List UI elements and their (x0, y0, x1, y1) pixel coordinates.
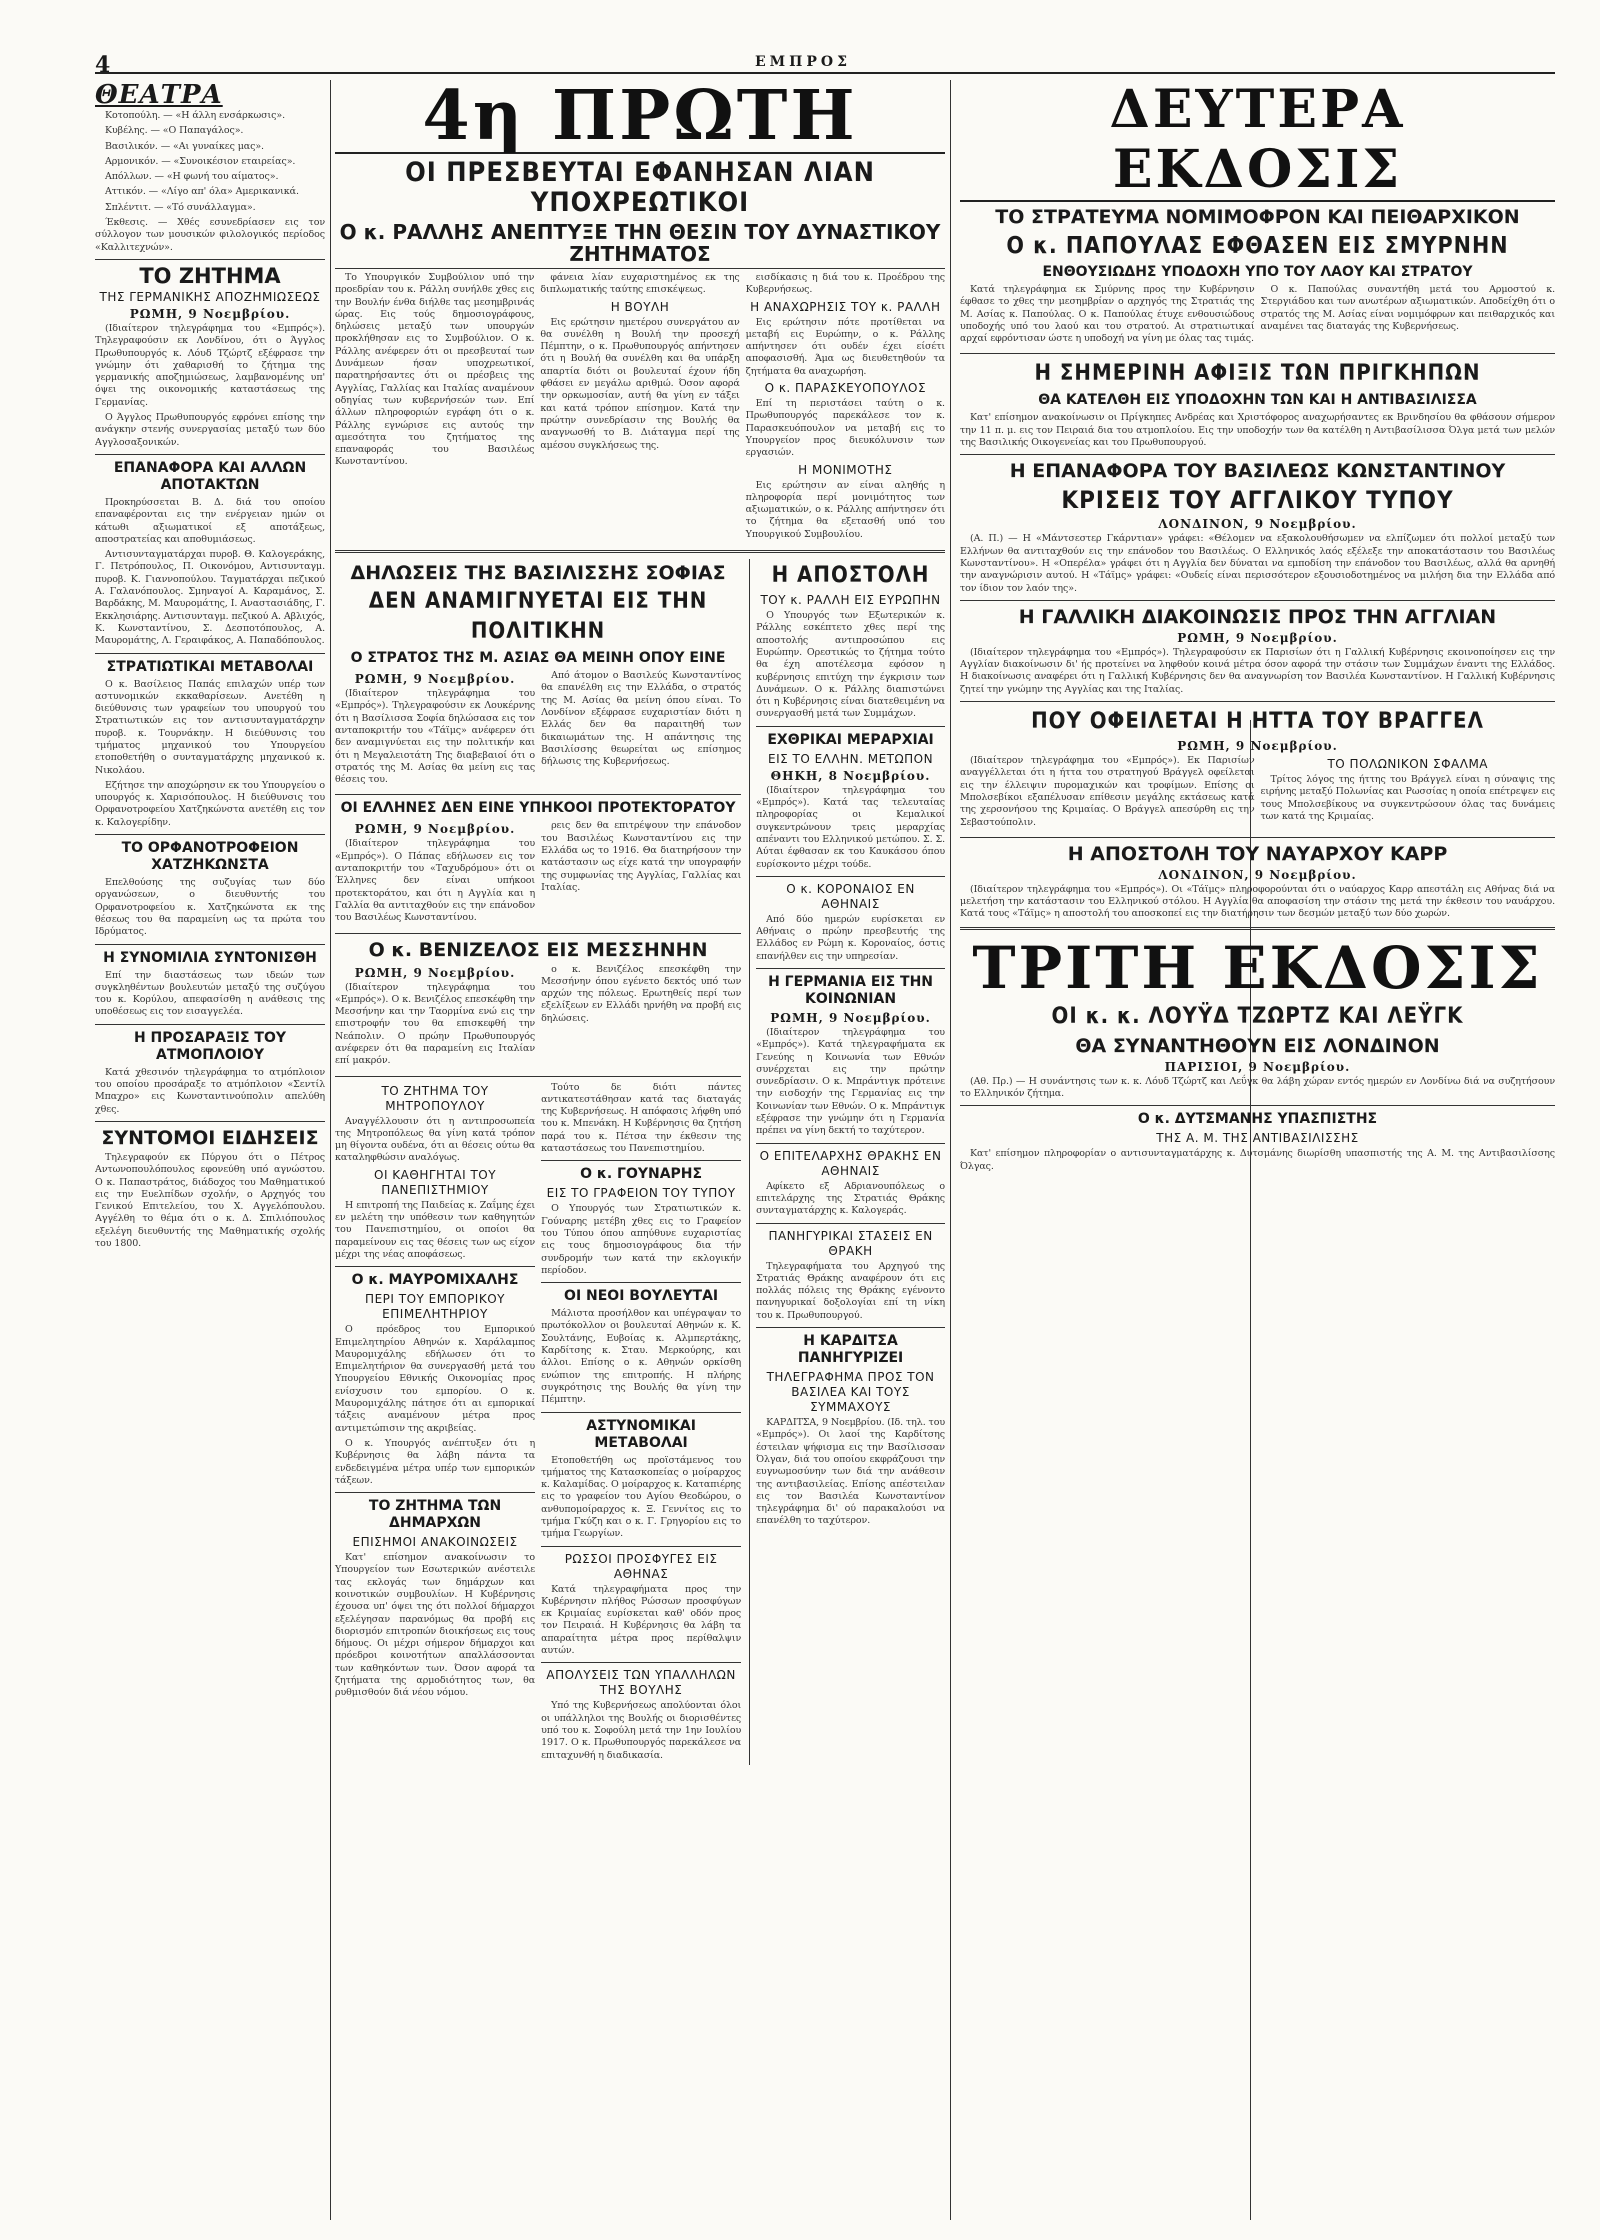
section-label: Η ΜΟΝΙΜΟΤΗΣ (798, 462, 893, 477)
divider (756, 876, 945, 877)
divider (335, 1076, 741, 1077)
section-label: Η ΒΟΥΛΗ (610, 299, 670, 314)
divider (960, 701, 1555, 702)
divider (95, 454, 325, 455)
article-text: Αναγγέλλουσιν ότι η αντιπροσωπεία της Μητροπόλεως θα γίνη κατά τρόπον μη θίγοντα ουδένα, ότι αι θέσεις ούτω θα καταληφθώσιν αναλόγως. (335, 1115, 536, 1164)
article-text: (Α. Π.) — Η «Μάντσεστερ Γκάρντιαν» γράφει: «Θέλομεν να εξακολουθήσωμεν να ελπίζωμεν ότι πολλοί μεταξύ των Ελλήνων θα αντιταχθούν εις την επάνοδον του Βασιλέως. Ο Ελληνικός λαός εξέλεξε την αποκατάστασιν του Βασιλέως Κωνσταντίνου». Η «Οπερέλα» γράφει ότι η Αγγλία δεν δύναται να εμποδίση την επάνοδον του Βασιλέως, αλλά θα αρνηθή την αναγνώρισιν αυτού. Η «Τάϊμς» γράφει: «Ουδείς είναι περισσότερον εξουσιοδοτημένος να μιλήση δια την Ελλάδα από τον ίδιον τον λαόν της». (960, 533, 1555, 594)
sofia-and-apostoli-row (335, 559, 945, 1765)
edition-title-deutera: ΔΕΥΤΕΡΑ ΕΚΔΟΣΙΣ (960, 80, 1555, 202)
article-text: Τούτο δε διότι πάντες αντικατεστάθησαν κατά τας διαταγάς της Κυβερνήσεως. Η απόφασις λήφθη υπό του κ. Μπενάκη. Η Κυβέρνησις θα ζητήση παρά του κ. Πέτσα την έκθεσιν της καταστάσεως του Πανεπιστημίου. (541, 1081, 742, 1155)
listing: Κυβέλης. — «Ο Παπαγάλος». (105, 125, 244, 137)
article-heading: ΑΣΤΥΝΟΜΙΚΑΙ ΜΕΤΑΒΟΛΑΙ (586, 1417, 696, 1451)
article-text: Προκηρύσσεται Β. Δ. διά του οποίου επαναφέρονται εις την ενέργειαν ημών οι κάτωθι αξιωματικοί εξ αποτάξεως, αποστρατείας και αποθυμιάσεως. (95, 496, 325, 545)
article-text: Εις ερώτησιν αν είναι αληθής η πληροφορία περί μονιμότητος των αξιωματικών, ο κ. Ράλλης απήντησεν ότι το ζήτημα θα εξετασθή υπό του Υπουργικού Συμβουλίου. (745, 479, 945, 540)
divider (335, 933, 741, 934)
article-heading: ΟΙ κ. κ. ΛΟΥΫΔ ΤΖΩΡΤΖ ΚΑΙ ΛΕΫΓΚ (1051, 1003, 1464, 1029)
column-three (749, 559, 945, 1765)
article-text: Ο πρόεδρος του Εμπορικού Επιμελητηρίου Αθηνών κ. Χαράλαμπος Μαυρομιχάλης εδήλωσεν ότι το Επιμελητήριον θα συνεργασθή μετά του Υπουργείου Εθνικής Οικονομίας προς ενίσχυσιν του εμπορίου. Ο κ. Μαυρομιχάλης πάτησε ότι αι εμπορικαί τάξεις αναμένουν μέτρα προς αντιμετώπισιν της ακριβείας. (335, 1324, 536, 1434)
dateline: ΡΩΜΗ, 9 Νοεμβρίου. (1177, 630, 1338, 645)
article-heading: ΟΙ ΝΕΟΙ ΒΟΥΛΕΥΤΑΙ (564, 1288, 719, 1305)
article-heading: ΟΙ ΕΛΛΗΝΕΣ ΔΕΝ ΕΙΝΕ ΥΠΗΚΟΟΙ ΠΡΟΤΕΚΤΟΡΑΤΟΥ (340, 800, 736, 817)
article-subheading: ΘΑ ΣΥΝΑΝΤΗΘΟΥΝ ΕΙΣ ΛΟΝΔΙΝΟΝ (1075, 1034, 1440, 1057)
article-heading: ΤΟ ΣΤΡΑΤΕΥΜΑ ΝΟΜΙΜΟΦΡΟΝ ΚΑΙ ΠΕΙΘΑΡΧΙΚΟΝ (995, 206, 1520, 228)
article-heading: Η ΣΥΝΟΜΙΛΙΑ ΣΥΝΤΟΝΙΣΘΗ (103, 949, 317, 966)
divider (960, 837, 1555, 838)
divider (335, 1492, 535, 1493)
column-theatres-news (95, 80, 325, 2220)
divider (541, 1412, 741, 1413)
article-subheading: ΕΠΙΣΗΜΟΙ ΑΝΑΚΟΙΝΩΣΕΙΣ (352, 1535, 518, 1550)
article-heading: ΤΟ ΖΗΤΗΜΑ ΤΩΝ ΔΗΜΑΡΧΩΝ (368, 1498, 502, 1532)
article-text: Υπό της Κυβερνήσεως απολύονται όλοι οι υπάλληλοι της Βουλής οι διορισθέντες υπό του κ. Σοφούλη μετά την 1ην Ιουλίου 1917. Ο κ. Πρωθυπουργός παρεκάλεσε να επιταχυνθή η διαδικασία. (541, 1700, 742, 1761)
divider (960, 1105, 1555, 1106)
divider (95, 944, 325, 945)
dateline: ΡΩΜΗ, 9 Νοεμβρίου. (1177, 739, 1338, 754)
dateline: ΡΩΜΗ, 9 Νοεμβρίου. (770, 1010, 931, 1025)
article-text: Επελθούσης της συζυγίας των δύο οργανώσεων, ο διευθυντής του Ορφανοτροφείου κ. Χατζηκώνστα εκ της θέσεως του θα παραμείνη ως τα πρώτα του Ιδρύματος. (95, 877, 325, 938)
article-heading: ΤΟ ΖΗΤΗΜΑ ΤΟΥ ΜΗΤΡΟΠΟΥΛΟΥ (381, 1083, 489, 1113)
article-text: φάνεια λίαν ευχαριστημένος εκ της διπλωματικής ταύτης επισκέψεως. (540, 272, 740, 296)
article-heading: Η ΓΕΡΜΑΝΙΑ ΕΙΣ ΤΗΝ ΚΟΙΝΩΝΙΑΝ (768, 973, 934, 1007)
divider (960, 454, 1555, 455)
article-heading: ΠΟΥ ΟΦΕΙΛΕΤΑΙ Η ΗΤΤΑ ΤΟΥ ΒΡΑΓΓΕΛ (1031, 709, 1484, 735)
article-heading: ΕΠΑΝΑΦΟΡΑ ΚΑΙ ΑΛΛΩΝ ΑΠΟΤΑΚΤΩΝ (113, 459, 307, 493)
divider (756, 1327, 945, 1328)
dateline: ΘΗΚΗ, 8 Νοεμβρίου. (770, 768, 931, 783)
article-text: Αντισυνταγματάρχαι πυροβ. Θ. Καλογεράκης, Γ. Πετρόπουλος, Π. Οικονόμου, Αντισυνταγμ. πυροβ. Κ. Γιαννοπούλου. Ταγματάρχαι πεζικού Α. Γαλανόπουλος. Σμηναγοί Α. Καραμάνος, Σ. Βαρδάκης, Μ. Μαυρομάτης, Ι. Αναστασιάδης, Γ. Εκκλησιάρης. Αντισυνταγμ. πεζικού Α. Αβλιχός, Κ. Κωνσταντίνου, Σ. Δεσποτόπουλος, Α. Μαυρομάτης, Λ. Γεραιφάκος, Α. Παπαδόπουλος. (95, 549, 325, 647)
article-text: Τρίτος λόγος της ήττης του Βράγγελ είναι η σύναψις της ειρήνης μεταξύ Πολωνίας και Ρωσσίας η οποία επέτρεψεν εις τους Μπολσεβίκους να συγκεντρώσουν όλας τας δυνάμεις των κατά της Κριμαίας. (1260, 774, 1555, 822)
article-text: Ο Άγγλος Πρωθυπουργός εφρόνει επίσης την ανάγκην στενής συνεργασίας μεταξύ των δύο Αγγλοσαξονικών. (95, 412, 325, 448)
lead-story-body (335, 272, 945, 544)
article-subheading: ΤΟΥ κ. ΡΑΛΛΗ ΕΙΣ ΕΥΡΩΠΗΝ (760, 593, 941, 608)
article-heading: Η ΕΠΑΝΑΦΟΡΑ ΤΟΥ ΒΑΣΙΛΕΩΣ ΚΩΝΣΤΑΝΤΙΝΟΥ (1009, 460, 1506, 483)
article-subheading: Ο ΣΤΡΑΤΟΣ ΤΗΣ Μ. ΑΣΙΑΣ ΘΑ ΜΕΙΝΗ ΟΠΟΥ ΕΙΝΕ (350, 650, 726, 667)
listing: Βασιλικόν. — «Αι γυναίκες μας». (105, 140, 264, 152)
divider (95, 1024, 325, 1025)
sofia-article (335, 559, 741, 1765)
divider (756, 1223, 945, 1224)
article-text: ΚΑΡΔΙΤΣΑ, 9 Νοεμβρίου. (Ιδ. τηλ. του «Εμπρός»). Οι λαοί της Καρδίτσης έστειλαν ψήφισμα εις την Βασίλισσαν Όλγαν, διά του οποίου εκφράζουσι την ευγνωμοσύνην των διά την ανάθεσιν της αντιβασιλείας. Επίσης απέστειλαν εις τον Βασιλέα Κωνσταντίνον τηλεγράφημα δι' ού παρακαλούσι να επανέλθη το ταχύτερον. (756, 1417, 945, 1527)
article-heading: Η ΑΠΟΣΤΟΛΗ ΤΟΥ ΝΑΥΑΡΧΟΥ ΚΑΡΡ (1067, 842, 1448, 865)
article-text: (Ιδιαίτερον τηλεγράφημα του «Εμπρός»). Ο κ. Βενιζέλος επεσκέφθη την Μεσσήνην και την Ταορμίνα ενώ εις την επιστροφήν του θα επισκεφθή την Νεάπολιν. Ο πρώην Πρωθυπουργός ανέφερεν ότι θα παραμείνη εις Ιταλίαν επί μακρόν. (335, 981, 536, 1067)
article-text: Ο Υπουργός των Εξωτερικών κ. Ράλλης εσκέπτετο χθες περί της αποστολής αντιπροσώπου εις Ευρώπην. Ορεστικώς το ζήτημα τούτο θα έχη αποτέλεσμα εφόσον η κυβέρνησις επιτύχη την έγκρισιν των Δυνάμεων. Ο κ. Ράλλης διαπιστώνει ότι η Κυβέρνησις είναι διατεθειμένη να συνεργασθή μετά των Συμμάχων. (756, 610, 945, 720)
divider (335, 1266, 535, 1267)
article-heading: Ο κ. ΚΟΡΟΝΑΙΟΣ ΕΝ ΑΘΗΝΑΙΣ (786, 881, 915, 911)
article-heading: Ο κ. ΔΥΤΣΜΑΝΗΣ ΥΠΑΣΠΙΣΤΗΣ (1137, 1111, 1378, 1128)
listing: Απόλλων. — «Η φωνή του αίματος». (105, 171, 279, 183)
divider (541, 1160, 741, 1161)
divider (756, 726, 945, 727)
section-label: Ο κ. ΠΑΡΑΣΚΕΥΟΠΟΥΛΟΣ (764, 381, 927, 396)
dateline: ΛΟΝΔΙΝΟΝ, 9 Νοεμβρίου. (1158, 517, 1357, 532)
article-heading: ΤΟ ΟΡΦΑΝΟΤΡΟΦΕΙΟΝ ΧΑΤΖΗΚΩΝΣΤΑ (121, 840, 299, 874)
dateline: ΡΩΜΗ, 9 Νοεμβρίου. (354, 672, 516, 687)
article-heading: Ο κ. ΜΑΥΡΟΜΙΧΑΛΗΣ (351, 1272, 519, 1289)
edition-title-proti: 4η ΠΡΩΤΗ (335, 80, 945, 154)
article-subheading: ΕΙΣ ΤΟ ΓΡΑΦΕΙΟΝ ΤΟΥ ΤΥΠΟΥ (546, 1186, 736, 1201)
article-heading: ΡΩΣΣΟΙ ΠΡΟΣΦΥΓΕΣ ΕΙΣ ΑΘΗΝΑΣ (564, 1551, 718, 1581)
article-text: Κατά τηλεγραφήματα προς την Κυβέρνησιν πλήθος Ρώσσων προσφύγων εκ Κριμαίας ευρίσκεται καθ' οδόν προς τον Πειραιά. Η Κυβέρνησις θα λάβη τα απαραίτητα μέτρα προς περίθαλψιν αυτών. (541, 1583, 742, 1657)
article-heading: Η ΠΡΟΣΑΡΑΞΙΣ ΤΟΥ ΑΤΜΟΠΛΟΙΟΥ (133, 1029, 287, 1063)
article-subheading: ΠΕΡΙ ΤΟΥ ΕΜΠΟΡΙΚΟΥ ΕΠΙΜΕΛΗΤΗΡΙΟΥ (365, 1292, 505, 1322)
column-divider (330, 80, 331, 2220)
page-number: 4 (95, 52, 111, 78)
listing: Σπλέντιτ. — «Τό συνάλλαγμα». (105, 201, 256, 213)
article-text: (Ιδιαίτερον τηλεγράφημα του «Εμπρός»). Τηλεγραφούσιν εκ Παρισίων ότι η Γαλλική Κυβέρνησις εκοινοποίησεν εις την Αγγλίαν διακοίνωσιν δι' ής προτείνει να ληφθούν κοινά μέτρα όσον αφορά την στάσιν των Συμμάχων έναντι της Ελλάδος. Η διακοίνωσις αναφέρει ότι η Γαλλική Κυβέρνησις δεν θα αναγνωρίση τον Βασιλέα Κωνσταντίνον. Η Γαλλική Κυβέρνησις ζητεί την γνώμην της Αγγλίας και της Ιταλίας. (960, 646, 1555, 695)
listing: Κοτοπούλη. — «Η άλλη ενσάρκωσις». (105, 110, 286, 121)
article-subheading: ΤΗΛΕΓΡΑΦΗΜΑ ΠΡΟΣ ΤΟΝ ΒΑΣΙΛΕΑ ΚΑΙ ΤΟΥΣ ΣΥΜΜΑΧΟΥΣ (766, 1370, 935, 1415)
article-heading: ΠΑΝΗΓΥΡΙΚΑΙ ΣΤΑΣΕΙΣ ΕΝ ΘΡΑΚΗ (768, 1228, 933, 1258)
article-subheading: ΕΝΘΟΥΣΙΩΔΗΣ ΥΠΟΔΟΧΗ ΥΠΟ ΤΟΥ ΛΑΟΥ ΚΑΙ ΣΤΡΑΤΟΥ (1042, 264, 1473, 280)
divider (756, 968, 945, 969)
article-text: Ο κ. Υπουργός ανέπτυξεν ότι η Κυβέρνησις θα λάβη πάντα τα ενδεδειγμένα μέτρα υπέρ των εμπορικών τάξεων. (335, 1437, 536, 1486)
divider (95, 653, 325, 654)
article-text: Επί την διαστάσεως των ιδεών των συγκληθέντων βουλευτών μεταξύ της συζύγου του κ. Κορύλου, απεφασίσθη η ανάθεσις της υποθέσεως εις τον εισαγγελέα. (95, 969, 325, 1018)
article-subheading: ΕΙΣ ΤΟ ΕΛΛΗΝ. ΜΕΤΩΠΟΝ (767, 751, 934, 766)
listing: Έκθεσις. — Χθές εσυνεδρίασεν εις τον σύλλογον των μουσικών φιλολογικός περίοδος «Καλλιτεχνών». (95, 217, 325, 253)
article-text: Ο κ. Βασίλειος Παπάς επιλαχών υπέρ των αστυνομικών εκκαθαρίσεων. Ανετέθη η διεύθυνσις των γραφείων του υπουργού του Στρατιωτικών εις τον αντισυνταγματάρχην πυροβ. κ. Τουρνάκην. Η διεύθυνσις του τμήματος μηχανικού του Υπουργείου ετοποθετήθη ο συνταγματάρχης μηχανικού κ. Νικολάου. (95, 678, 325, 776)
article-text: Εις ερώτησιν πότε προτίθεται να μεταβή εις Ευρώπην, ο κ. Ράλλης απήντησεν ότι ουδέν έχει είσέτι αποφασισθή. Άμα ως διευθετηθούν τα ζητήματα θα αναχωρήση. (745, 316, 945, 377)
article-heading: ΤΟ ΖΗΤΗΜΑ (139, 263, 281, 288)
dateline: ΠΑΡΙΣΙΟΙ, 9 Νοεμβρίου. (1164, 1059, 1351, 1074)
column-divider (950, 80, 951, 2220)
listing: Αττικόν. — «Λίγο απ' όλα» Αμερικανικά. (105, 186, 299, 198)
divider (95, 834, 325, 835)
article-text: Μάλιστα προσήλθον και υπέγραψαν το πρωτόκολλον οι βουλευταί Αθηνών κ. Κ. Σουλτάνης, Ευβοίας κ. Αλμπερτάκης, Καρδίτσης κ. Σταυ. Μερκούρης, και άλλοι. Επίσης ο κ. Αθηνών ορκίσθη ενώπιον της επιτροπής. Η πλήρης συγκρότησις της Βουλής θα γίνη την Πέμπτην. (541, 1308, 742, 1406)
article-text: Κατ' επίσημον πληροφορίαν ο αντισυνταγματάρχης κ. Δυτσμάνης διωρίσθη υπασπιστής της Α. Μ. της Αντιβασιλίσσης Όλγας. (960, 1148, 1555, 1172)
divider (335, 794, 741, 795)
article-text: (Ιδιαίτερον τηλεγράφημα του «Εμπρός»). Ο Πάπας εδήλωσεν εις τον ανταποκριτήν του «Ταχυδρόμου» ότι οι Έλληνες δεν είναι υπήκοοι προτεκτοράτου, και ότι η Αγγλία και η Γαλλία θα αντιταχθούν εις την επάνοδον του Βασιλέως Κωνσταντίνου. (335, 838, 536, 924)
article-heading: ΟΙ ΚΑΘΗΓΗΤΑΙ ΤΟΥ ΠΑΝΕΠΙΣΤΗΜΙΟΥ (374, 1167, 497, 1197)
article-text: Η επιτροπή της Παιδείας κ. Ζαΐμης έχει εν μελέτη την υπόθεσιν των καθηγητών του Πανεπιστημίου, οι οποίοι θα παραμείνουν εις τας θέσεις των ως είχον μέχρι της νέας αποφάσεως. (335, 1199, 536, 1260)
article-heading: Ο κ. ΒΕΝΙΖΕΛΟΣ ΕΙΣ ΜΕΣΣΗΝΗΝ (368, 938, 708, 961)
article-text: (Ιδιαίτερον τηλεγράφημα του «Εμπρός»). Τηλεγραφούσιν εκ Λονδίνου, ότι ο Άγγλος Πρωθυπουργός κ. Λόυδ Τζώρτζ εξέφρασε την γνώμην ότι χαθαρισθή το ζήτημα της γερμανικής αποζημιώσεως, λαμβανομένης υπ' όψει της οικονομικής καταστάσεως της Γερμανίας. (95, 322, 325, 408)
theatres-listings (95, 110, 325, 254)
divider (541, 1282, 741, 1283)
edition-title-triti: ΤΡΙΤΗ ΕΚΔΟΣΙΣ (972, 933, 1543, 1002)
article-text: Εις ερώτησιν ημετέρου συνεργάτου αν θα συνέλθη η Βουλή την προσεχή Πέμπτην, ο κ. Πρωθυπουργός απήντησεν ότι η Βουλή θα συνέλθη και θα υπάρξη απαρτία διότι οι βουλευταί έχουν ήδη φθάσει εν μεγάλω αριθμώ. Όσον αφορά την ορκωμοσίαν, αυτή θα γίνη εν τάξει και κατά τρόπον επίσημον. Κατά την πρώτην συνεδρίασιν της Βουλής θα αναγνωσθή το Β. Διάταγμα περί της αμέσου συγκλήσεως της. (540, 316, 740, 451)
divider (95, 1121, 325, 1122)
article-heading: ΔΗΛΩΣΕΙΣ ΤΗΣ ΒΑΣΙΛΙΣΣΗΣ ΣΟΦΙΑΣ (350, 562, 726, 585)
article-heading: Ο ΕΠΙΤΕΛΑΡΧΗΣ ΘΡΑΚΗΣ ΕΝ ΑΘΗΝΑΙΣ (759, 1148, 942, 1178)
article-text: Εζήτησε την αποχώρησιν εκ του Υπουργείου ο υπουργός κ. Χαρισόπουλος. Η διεύθυνσις του Ορφανοτροφείου Χατζηκώνστα ανετέθη εις τον κ. Καλογερίδην. (95, 779, 325, 828)
article-text: Τηλεγραφούν εκ Πύργου ότι ο Πέτρος Αντωνοπουλόπουλος εφονεύθη υπό αγνώστου. Ο κ. Παπαστράτος, διάδοχος του Μαθηματικού εις την Ευελπίδων σχολήν, ο Αρχηγός του Γενικού Επιτελείου, του Χ. Αγγελόπουλου. Αγγέλθη το θέμα ότι ο κ. Δ. Σπιλιόπουλος εξελέγη διευθυντής της Μαθηματικής σχολής του 1800. (95, 1151, 325, 1249)
article-heading: ΔΕΝ ΑΝΑΜΙΓΝΥΕΤΑΙ ΕΙΣ ΤΗΝ ΠΟΛΙΤΙΚΗΝ (368, 589, 708, 645)
article-subheading: ΤΗΣ Α. Μ. ΤΗΣ ΑΝΤΙΒΑΣΙΛΙΣΣΗΣ (1156, 1131, 1359, 1146)
article-text: Αφίκετο εξ Αδριανουπόλεως ο επιτελάρχης της Στρατιάς Θράκης συνταγματάρχης κ. Καλογεράς. (756, 1180, 945, 1217)
theatres-heading: ΘΕΑΤΡΑ (95, 80, 223, 110)
proti-section (335, 76, 945, 1765)
article-heading: Ο κ. ΠΑΠΟΥΛΑΣ ΕΦΘΑΣΕΝ ΕΙΣ ΣΜΥΡΝΗΝ (1006, 233, 1509, 259)
top-rule (95, 72, 1555, 74)
article-text: Κατ' επίσημον ανακοίνωσιν οι Πρίγκηπες Ανδρέας και Χριστόφορος αναχωρήσαντες εκ Βρινδησίου θα φθάσουν σήμερον την 11 π. μ. εις τον Πειραιά δια του ατμοπλοίου. Εις την υποδοχήν των θα κατέλθη η Αντιβασίλισσα Όλγα μετά των μελών της Βασιλικής Οικογενείας και του Πρωθυπουργού. (960, 412, 1555, 449)
article-text: Τηλεγραφήματα του Αρχηγού της Στρατιάς Θράκης αναφέρουν ότι εις πολλάς πόλεις της Θράκης εγένοντο πανηγυρικαί δοξολογίαι επί τη νίκη του κ. Πρωθυπουργού. (756, 1260, 945, 1321)
article-text: Κατά χθεσινόν τηλεγράφημα το ατμόπλοιον του οποίου προσάραξε το ατμόπλοιον «Σεντίλ Μπαχρο» εις Κωνσταντινούπολιν απελύθη χθες. (95, 1066, 325, 1115)
newspaper-page (95, 52, 1555, 2220)
divider (541, 1546, 741, 1547)
article-heading: Η ΓΑΛΛΙΚΗ ΔΙΑΚΟΙΝΩΣΙΣ ΠΡΟΣ ΤΗΝ ΑΓΓΛΙΑΝ (1018, 605, 1497, 628)
divider (756, 1143, 945, 1144)
article-text: Ο κ. Παπούλας συναντήθη μετά του Αρμοστού κ. Στεργιάδου και των ανωτέρων αξιωματικών. Αποδείχθη ότι ο στρατός της Μ. Ασίας είναι νομιμόφρων και πειθαρχικός και αναμένει τας διαταγάς της Κυβερνήσεως. (1260, 284, 1555, 332)
article-text: Από δύο ημερών ευρίσκεται εν Αθήναις ο πρώην πρεσβευτής της Ελλάδος εν Ρώμη κ. Κοροναίος, όστις επανήλθεν εις την υπηρεσίαν. (756, 913, 945, 962)
article-heading: ΑΠΟΛΥΣΕΙΣ ΤΩΝ ΥΠΑΛΛΗΛΩΝ ΤΗΣ ΒΟΥΛΗΣ (546, 1668, 736, 1698)
dateline: ΡΩΜΗ, 9 Νοεμβρίου. (129, 306, 291, 321)
article-text: Ο Υπουργός των Στρατιωτικών κ. Γούναρης μετέβη χθες εις το Γραφείον του Τύπου όπου απηύθυνε ευχαριστίας εις τους δημοσιογράφους δια τήν συνδρομήν των κατά την εκλογικήν περίοδον. (541, 1203, 742, 1276)
divider (960, 353, 1555, 354)
article-subheading: ΤΗΣ ΓΕΡΜΑΝΙΚΗΣ ΑΠΟΖΗΜΙΩΣΕΩΣ (99, 289, 321, 304)
article-subheading: ΘΑ ΚΑΤΕΛΘΗ ΕΙΣ ΥΠΟΔΟΧΗΝ ΤΩΝ ΚΑΙ Η ΑΝΤΙΒΑΣΙΛΙΣΣΑ (1038, 392, 1477, 409)
article-text: (Ιδιαίτερον τηλεγράφημα του «Εμπρός»). Κατά τηλεγραφήματα εκ Γενεύης η Κοινωνία των Εθνών συνέρχεται εις την πρώτην συνεδρίασιν. Ο κ. Μπράντιγκ πρότεινε την εισδοχήν της Γερμανίας εις την Κοινωνίαν των Εθνών. Ο κ. Μπράντιγκ εξέφρασε την γνώμην ότι η Γερμανία πρέπει να γίνη δεκτή το ταχύτερον. (756, 1026, 945, 1137)
article-text: (Αθ. Πρ.) — Η συνάντησις των κ. κ. Λόυδ Τζώρτζ και Λεΰγκ θα λάβη χώραν εντός ημερών εν Λονδίνω διά να συζητήσουν το Ελληνικόν ζήτημα. (960, 1075, 1555, 1100)
article-heading: ΕΧΘΡΙΚΑΙ ΜΕΡΑΡΧΙΑΙ (767, 731, 934, 748)
dateline: ΡΩΜΗ, 9 Νοεμβρίου. (354, 822, 516, 837)
section-label: Η ΑΝΑΧΩΡΗΣΙΣ ΤΟΥ κ. ΡΑΛΛΗ (750, 299, 941, 314)
article-text: Ετοποθετήθη ως προϊστάμενος του τμήματος της Κατασκοπείας ο μοίραρχος κ. Καλαμίδας. Ο μοίραρχος κ. Καταπιέρης εις το γραφείον του Αγίου Θεοδώρου, ο ανθυπομοίραρχος κ. Ξ. Γεννίτος εις το τμήμα Γκύζη και ο κ. Γ. Γρηγορίου εις το τμήμα Γεωργίων. (541, 1454, 742, 1540)
article-text: εισδίκασις η διά του κ. Προέδρου της Κυβερνήσεως. (745, 272, 945, 296)
divider (335, 550, 945, 553)
article-heading: Η ΚΑΡΔΙΤΣΑ ΠΑΝΗΓΥΡΙΖΕΙ (797, 1333, 904, 1367)
article-heading: Η ΣΗΜΕΡΙΝΗ ΑΦΙΞΙΣ ΤΩΝ ΠΡΙΓΚΗΠΩΝ (1034, 361, 1481, 387)
listing: Αρμονικόν. — «Συνοικέσιον εταιρείας». (105, 155, 296, 167)
article-text: Κατ' επίσημον ανακοίνωσιν το Υπουργείον των Εσωτερικών ανέστειλε τας εκλογάς των δημάρχων και κοινοτικών συμβουλίων. Η Κυβέρνησις έχουσα υπ' όψει της ότι πολλοί δήμαρχοι εξελέγησαν παρανόμως θα προβή εις διορισμόν επιτροπών διοικήσεως εις τους δήμους. Οι μέχρι σήμερον δήμαρχοι και πρόεδροι κοινοτήτων απαλλάσσονται των καθηκόντων των. Όσον αφορά τα ζητήματα της αρμοδιότητος των, θα ρυθμισθούν διά νέου νόμου. (335, 1552, 536, 1699)
article-heading: Η ΑΠΟΣΤΟΛΗ (771, 563, 930, 589)
article-text: Επί τη περιστάσει ταύτη ο κ. Πρωθυπουργός παρεκάλεσε τον κ. Παρασκευόπουλον να μεταβή εις το Υπουργείον προς διευκόλυνσιν των εργασιών. (745, 398, 945, 459)
article-text: (Ιδιαίτερον τηλεγράφημα του «Εμπρός»). Εκ Παρισίων αναγγέλλεται ότι η ήττα του στρατηγού Βράγγελ οφείλεται εις την έλλειψιν πυρομαχικών και τροφίμων. Επίσης οι Μπολσεβίκοι εξαπέλυσαν επίθεσιν μεγάλης εκτάσεως κατά της χερσονήσου της Κριμαίας. Ο Βράγγελ απεσύρθη εις την Σεβαστούπολιν. (960, 755, 1255, 828)
divider (960, 600, 1555, 601)
main-subheadline: Ο κ. ΡΑΛΛΗΣ ΑΝΕΠΤΥΞΕ ΤΗΝ ΘΕΣΙΝ ΤΟΥ ΔΥΝΑΣΤΙΚΟΥ ΖΗΤΗΜΑΤΟΣ (335, 221, 945, 269)
article-text: Το Υπουργικόν Συμβούλιον υπό την προεδρίαν του κ. Ράλλη συνήλθε χθες εις την Βουλήν ένθα διήλθε τας μεσημβρινάς ώρας. Εις τούς δημοσιογράφους, δηλώσεις μεταξύ των υπουργών προκλήθησαν εις το Συμβούλιον. Ο κ. Ράλλης ανέφερεν ότι οι πρεσβευταί των Δυνάμεων ήσαν υποχρεωτικοί, παρατηρήσαντες ότι οι πρέσβεις της Αγγλίας, Γαλλίας και Ιταλίας αναμένουν οδηγίας των κυβερνήσεών των. Επί άλλων πληροφοριών εγράφη ότι ο κ. Ράλλης εγνώρισε εις αυτούς την αμεσότητα του ζητήματος της επαναφοράς του Βασιλέως Κωνσταντίνου. (335, 272, 535, 468)
article-text: Από άτομον ο Βασιλεύς Κωνσταντίνος θα επανέλθη εις την Ελλάδα, ο στρατός της Μ. Ασίας θα μείνη όπου είναι. Το Λονδίνον εξέφρασε ευχαριστίαν διότι η Ελλάς δεν θα παραιτηθή των δικαιωμάτων της. Η απάντησις της Βασιλίσσης θεωρείται ως επίσημος δήλωσις της Κυβερνήσεως. (541, 670, 742, 768)
article-text: (Ιδιαίτερον τηλεγράφημα του «Εμπρός»). Κατά τας τελευταίας πληροφορίας οι Κεμαλικοί συγκεντρώνουν τρεις μεραρχίας απέναντι του Ελληνικού μετώπου. Σ. Σ. Αύται έφθασαν εκ του Καυκάσου όπου ευρίσκοντο μέχρι τούδε. (756, 784, 945, 870)
divider (960, 927, 1555, 930)
divider (95, 259, 325, 260)
article-text: ο κ. Βενιζέλος επεσκέφθη την Μεσσήνην όπου εγένετο δεκτός υπό των αρχών της πόλεως. Ερωτηθείς περί των εξελίξεων εν Ελλάδι ηρνήθη να προβή εις δηλώσεις. (541, 963, 742, 1024)
divider (541, 1662, 741, 1663)
article-heading: ΚΡΙΣΕΙΣ ΤΟΥ ΑΓΓΛΙΚΟΥ ΤΥΠΟΥ (1061, 486, 1454, 515)
article-text: (Ιδιαίτερον τηλεγράφημα του «Εμπρός»). Τηλεγραφούσιν εκ Λουκέρνης ότι η Βασίλισσα Σοφία δηλώσασα εις τον ανταποκριτήν του «Τάϊμς» ανέφερεν ότι δεν αναμιγνύεται εις την πολιτικήν και ότι η Μεγαλειοτάτη Της διαβεβαιοί ότι ο στρατός της Μ. Ασίας θα μείνη εις τας θέσεις του. (335, 688, 536, 786)
article-text: ρεις δεν θα επιτρέψουν την επάνοδον του Βασιλέως Κωνσταντίνου εις την Ελλάδα ως το 1916. Θα διατηρήσουν την κατάστασιν ως είχε κατά την υπογραφήν της συμφωνίας της Αγγλίας, Γαλλίας και Ιταλίας. (541, 820, 742, 893)
main-headline: ΟΙ ΠΡΕΣΒΕΥΤΑΙ ΕΦΑΝΗΣΑΝ ΛΙΑΝ ΥΠΟΧΡΕΩΤΙΚΟΙ (405, 157, 875, 218)
dateline: ΛΟΝΔΙΝΟΝ, 9 Νοεμβρίου. (1158, 867, 1357, 882)
paper-name: ΕΜΠΡΟΣ (755, 54, 852, 70)
article-heading: ΣΤΡΑΤΙΩΤΙΚΑΙ ΜΕΤΑΒΟΛΑΙ (106, 658, 314, 675)
article-text: Κατά τηλεγράφημα εκ Σμύρνης προς την Κυβέρνησιν έφθασε το χθες την μεσημβρίαν ο αρχηγός της Στρατιάς της Μ. Ασίας κ. Παπούλας. Ο κ. Παπούλας έτυχε ενθουσιώδους υποδοχής υπό του λαού και του στρατού. Αι στρατιωτικαί αρχαί εφρόντισαν ώστε η υποδοχή να γίνη με όλας τας τιμάς. (960, 284, 1255, 345)
article-text: (Ιδιαίτερον τηλεγράφημα του «Εμπρός»). Οι «Τάϊμς» πληροφορούνται ότι ο ναύαρχος Καρρ απεστάλη εις Αθήνας διά να μελετήση την κατάστασιν του Ελληνικού στόλου. Η Αγγλία θα αποφασίση την στάσιν της μετά την έκθεσιν του ναυάρχου. Κατά τους «Τάϊμς» η αποστολή του αποσκοπεί εις την διατήρησιν των δεσμών μεταξύ των δύο χωρών. (960, 883, 1555, 920)
dateline: ΡΩΜΗ, 9 Νοεμβρίου. (354, 965, 516, 980)
article-heading: Ο κ. ΓΟΥΝΑΡΗΣ (580, 1166, 703, 1183)
section-label: ΤΟ ΠΟΛΩΝΙΚΟΝ ΣΦΑΛΜΑ (1327, 757, 1489, 772)
article-heading: ΣΥΝΤΟΜΟΙ ΕΙΔΗΣΕΙΣ (101, 1126, 319, 1149)
deutera-section (960, 80, 1555, 2220)
